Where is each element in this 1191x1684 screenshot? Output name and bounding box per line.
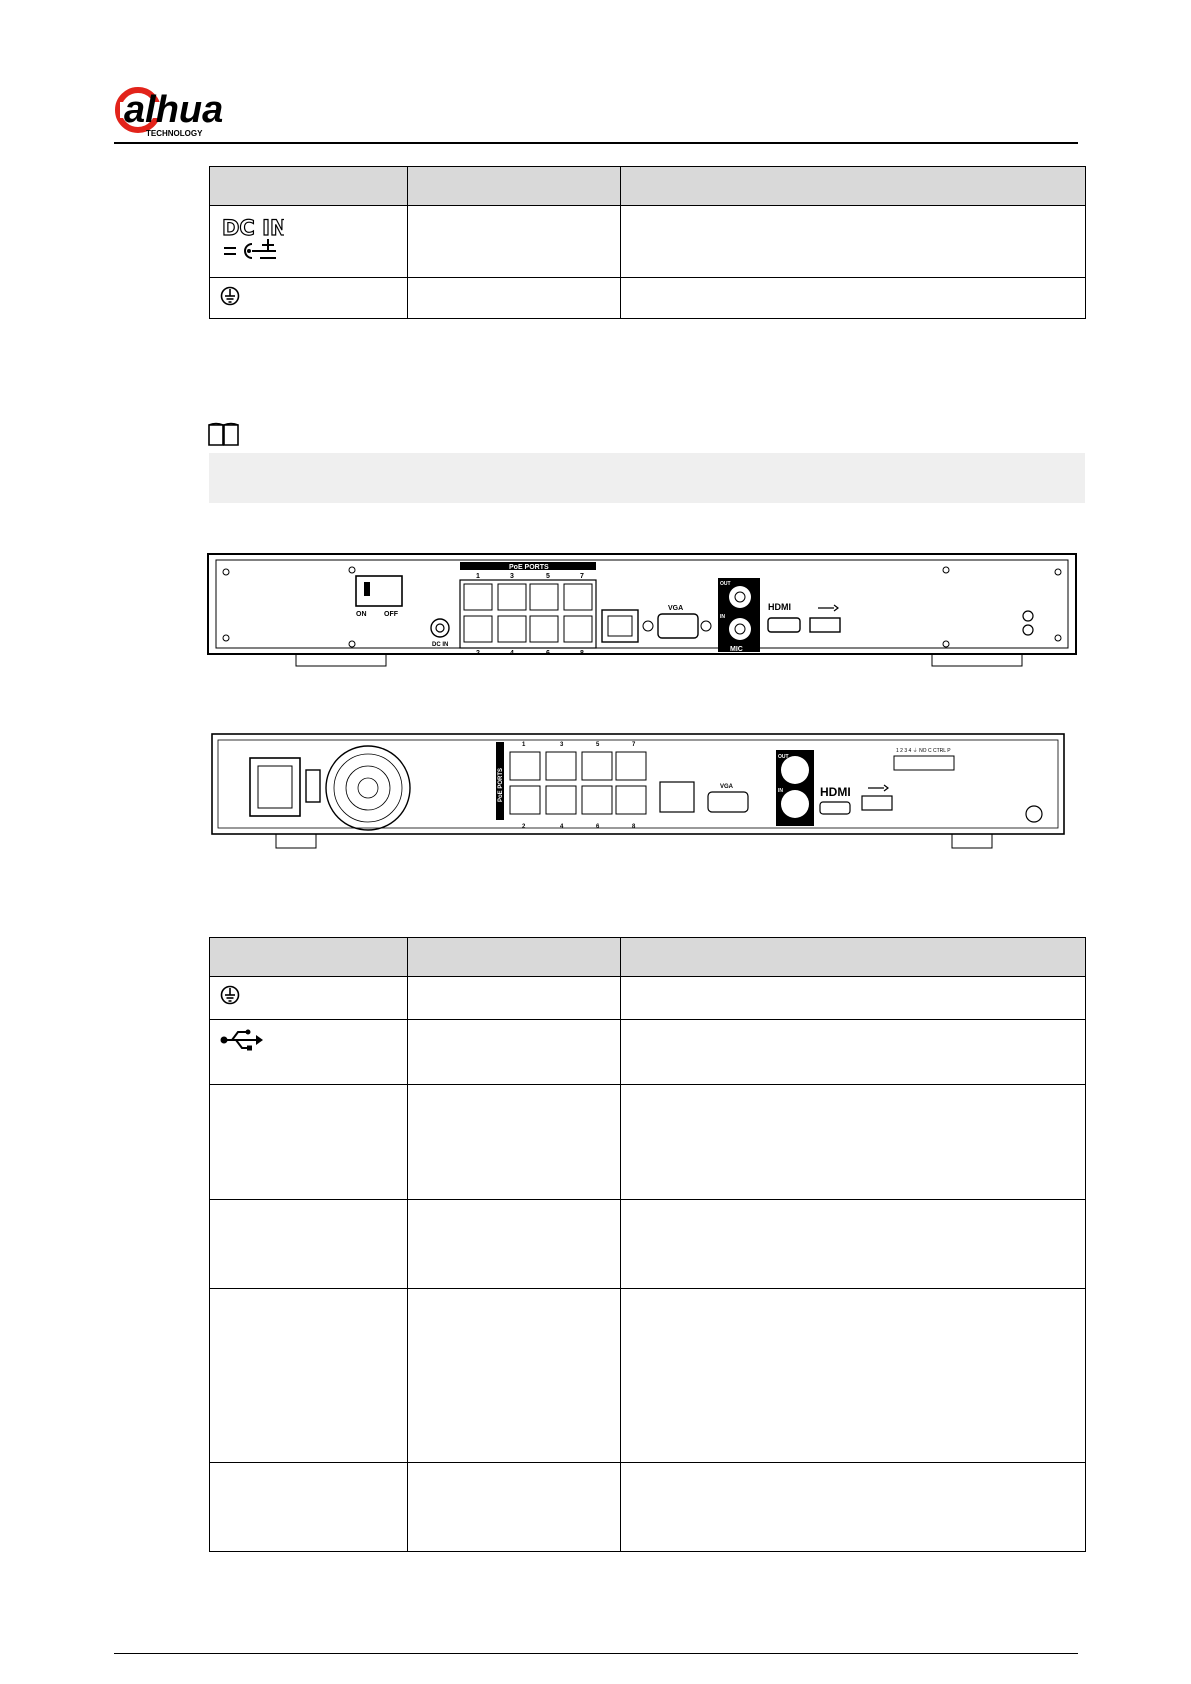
ground-icon bbox=[220, 985, 240, 1005]
name-cell bbox=[408, 1289, 621, 1463]
svg-text:3: 3 bbox=[560, 742, 564, 748]
table-row bbox=[210, 1020, 1086, 1085]
svg-text:DC IN: DC IN bbox=[222, 216, 284, 240]
svg-text:8: 8 bbox=[632, 824, 636, 830]
header-cell-name bbox=[408, 938, 621, 977]
header-cell-description bbox=[621, 938, 1086, 977]
name-cell bbox=[408, 278, 621, 319]
description-cell bbox=[621, 278, 1086, 319]
nvr-rear-panel-ac bbox=[206, 732, 1070, 864]
description-cell bbox=[621, 1289, 1086, 1463]
icon-cell bbox=[210, 1085, 408, 1200]
icon-cell bbox=[210, 1020, 408, 1085]
name-cell bbox=[408, 1020, 621, 1085]
svg-text:8: 8 bbox=[580, 650, 584, 657]
table-row bbox=[210, 1463, 1086, 1552]
table-row bbox=[210, 1289, 1086, 1463]
svg-text:1: 1 bbox=[522, 742, 526, 748]
svg-text:OUT: OUT bbox=[778, 754, 789, 760]
svg-text:2: 2 bbox=[476, 650, 480, 657]
table-row bbox=[210, 206, 1086, 278]
port-table-2 bbox=[209, 937, 1086, 1552]
icon-cell bbox=[210, 206, 408, 278]
port-table-1 bbox=[209, 166, 1086, 319]
svg-text:OFF: OFF bbox=[384, 611, 398, 618]
dc-in-icon bbox=[220, 214, 284, 264]
ground-icon bbox=[220, 286, 240, 306]
svg-text:4: 4 bbox=[510, 650, 514, 657]
table-row bbox=[210, 1200, 1086, 1289]
icon-cell bbox=[210, 278, 408, 319]
svg-text:1: 1 bbox=[476, 573, 480, 580]
svg-text:OUT: OUT bbox=[720, 581, 731, 587]
svg-text:VGA: VGA bbox=[668, 605, 684, 612]
book-icon bbox=[207, 422, 241, 448]
icon-cell bbox=[210, 977, 408, 1020]
table-row bbox=[210, 977, 1086, 1020]
name-cell bbox=[408, 1200, 621, 1289]
description-cell bbox=[621, 1463, 1086, 1552]
usb-icon bbox=[220, 1028, 264, 1052]
svg-text:4: 4 bbox=[560, 824, 564, 830]
header-rule bbox=[114, 142, 1078, 144]
dahua-logo bbox=[112, 86, 272, 138]
header-cell-name bbox=[408, 167, 621, 206]
logo-subtext: TECHNOLOGY bbox=[146, 129, 203, 138]
svg-text:1 2 3 4 ⏚ NO C CTRL P: 1 2 3 4 ⏚ NO C CTRL P bbox=[896, 748, 951, 754]
icon-cell bbox=[210, 1463, 408, 1552]
note-box bbox=[209, 453, 1085, 503]
svg-text:5: 5 bbox=[596, 742, 600, 748]
svg-text:PoE PORTS: PoE PORTS bbox=[498, 767, 504, 802]
table-header-row bbox=[210, 167, 1086, 206]
header-cell-icon bbox=[210, 167, 408, 206]
svg-text:3: 3 bbox=[510, 573, 514, 580]
svg-text:MIC: MIC bbox=[730, 646, 743, 653]
svg-text:5: 5 bbox=[546, 573, 550, 580]
svg-text:6: 6 bbox=[546, 650, 550, 657]
description-cell bbox=[621, 1020, 1086, 1085]
name-cell bbox=[408, 1463, 621, 1552]
table-row bbox=[210, 1085, 1086, 1200]
svg-text:PoE PORTS: PoE PORTS bbox=[509, 564, 549, 571]
svg-text:MIC: MIC bbox=[786, 820, 797, 826]
description-cell bbox=[621, 977, 1086, 1020]
description-cell bbox=[621, 1200, 1086, 1289]
table-header-row bbox=[210, 938, 1086, 977]
footer-rule bbox=[114, 1653, 1078, 1654]
table-row bbox=[210, 278, 1086, 319]
icon-cell bbox=[210, 1289, 408, 1463]
svg-text:HDMI: HDMI bbox=[820, 785, 851, 799]
svg-text:7: 7 bbox=[632, 742, 636, 748]
name-cell bbox=[408, 206, 621, 278]
description-cell bbox=[621, 1085, 1086, 1200]
svg-text:2: 2 bbox=[522, 824, 526, 830]
svg-text:ON: ON bbox=[356, 611, 367, 618]
svg-text:VGA: VGA bbox=[720, 784, 734, 790]
nvr-rear-panel-dc bbox=[206, 548, 1078, 678]
description-cell bbox=[621, 206, 1086, 278]
logo-text: alhua bbox=[124, 89, 224, 131]
svg-text:6: 6 bbox=[596, 824, 600, 830]
header-cell-description bbox=[621, 167, 1086, 206]
svg-text:DC IN: DC IN bbox=[432, 642, 449, 648]
svg-text:7: 7 bbox=[580, 573, 584, 580]
svg-text:IN: IN bbox=[720, 614, 725, 620]
header-cell-icon bbox=[210, 938, 408, 977]
icon-cell bbox=[210, 1200, 408, 1289]
name-cell bbox=[408, 1085, 621, 1200]
name-cell bbox=[408, 977, 621, 1020]
svg-text:HDMI: HDMI bbox=[768, 602, 791, 612]
svg-text:IN: IN bbox=[778, 788, 783, 794]
